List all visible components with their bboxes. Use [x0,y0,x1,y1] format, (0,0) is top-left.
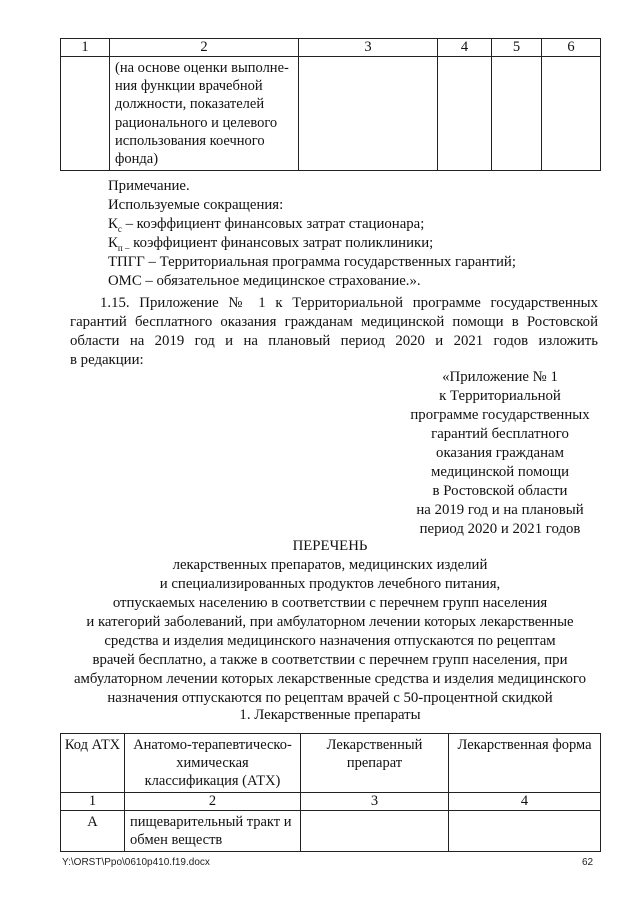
title-line: и специализированных продуктов лечебного питания, [159,576,501,592]
paragraph-line: области на 2019 год и на плановый период 2020 и 2021 годов изложить [70,333,598,349]
appendix-line: программе государственных [410,407,590,423]
title-heading: ПЕРЕЧЕНЬ [292,538,368,554]
abbrev-oms: ОМС – обязательное медицинское страхование.». [108,273,421,289]
table-header-row [61,734,601,793]
cell-line: фонда) [115,151,159,168]
form-cell [449,811,601,852]
header-cell: 1 [61,39,110,57]
list-title [60,537,600,708]
header-cell: Лекарственный препарат [301,734,449,793]
abbrev-heading: Используемые сокращения: [108,197,284,213]
title-line: средства и изделия медицинского назначения отпускаются по рецептам [104,633,556,649]
header-cell: 3 [299,39,438,57]
table-cell [438,57,492,171]
paragraph-line: 1.15. Приложение № 1 к Территориальной программе государственных [100,295,598,311]
drug-table [60,733,601,852]
appendix-line: на 2019 год и на плановый [416,502,584,518]
header-cell: 5 [492,39,542,57]
appendix-header [380,368,620,539]
number-cell: 1 [61,793,125,811]
header-cell: 2 [110,39,299,57]
continuation-table [60,38,601,171]
note-title: Примечание. [108,178,190,194]
table-row [61,811,601,852]
title-line: и категорий заболеваний, при амбулаторном лечении которых лекарственные [86,614,574,630]
number-cell: 2 [125,793,301,811]
drug-cell [301,811,449,852]
paragraph-1-15 [70,294,598,370]
column-number-row [61,793,601,811]
appendix-line: гарантий бесплатного [431,426,569,442]
footer-file-path: Y:\ORST\Ppo\0610p410.f19.docx [62,857,210,868]
appendix-line: в Ростовской области [432,483,568,499]
title-line: назначения отпускаются по рецептам врачей с 50-процентной скидкой [107,690,553,706]
appendix-line: к Территориальной [439,388,561,404]
note-block [108,177,516,291]
number-cell: 4 [449,793,601,811]
header-cell: 4 [438,39,492,57]
abbrev-kc: $К_с$ – коэффициент финансовых затрат стационара; [108,216,425,234]
header-cell: 6 [542,39,601,57]
section-title: 1. Лекарственные препараты [239,707,421,723]
title-line: лекарственных препаратов, медицинских изделий [172,557,488,573]
title-line: отпускаемых населению в соответствии с перечнем групп населения [112,595,548,611]
table-row [61,57,601,171]
cell-line: ния функции врачебной [115,78,263,95]
table-header-row [61,39,601,57]
cell-line: рационального и целевого [115,114,278,131]
title-line: врачей бесплатно, а также в соответствии с перечнем групп населения, при [92,652,568,668]
appendix-line: оказания гражданам [436,445,564,461]
table-cell [110,57,299,171]
table-cell [299,57,438,171]
paragraph-line: гарантий бесплатного оказания гражданам медицинской помощи в Ростовской [70,314,598,330]
title-line: амбулаторном лечении которых лекарственные средства и изделия медицинского [73,671,587,687]
abbrev-kp: $К_{п -}$ коэффициент финансовых затрат поликлиники; [108,235,434,253]
page-number: 62 [582,857,594,868]
appendix-line: «Приложение № 1 [442,369,558,385]
atx-code-cell: А [61,811,125,852]
paragraph-line: в редакции: [70,352,144,368]
abbrev-tpgg: ТПГГ – Территориальная программа государственных гарантий; [108,254,516,270]
cell-line: должности, показателей [115,96,265,113]
header-cell: Лекарственная форма [449,734,601,793]
appendix-line: медицинской помощи [430,464,570,480]
table-cell [61,57,110,171]
atx-class-cell: пищеварительный тракт и обмен веществ [125,811,301,852]
appendix-line: период 2020 и 2021 годов [419,521,581,537]
cell-line: (на основе оценки выполне- [115,60,289,76]
cell-line: использования коечного [115,132,265,149]
header-cell: Код АТХ [61,734,125,793]
header-cell: Анатомо-терапевтическо-химическая классификация (АТХ) [125,734,301,793]
table-cell [542,57,601,171]
table-cell [492,57,542,171]
number-cell: 3 [301,793,449,811]
